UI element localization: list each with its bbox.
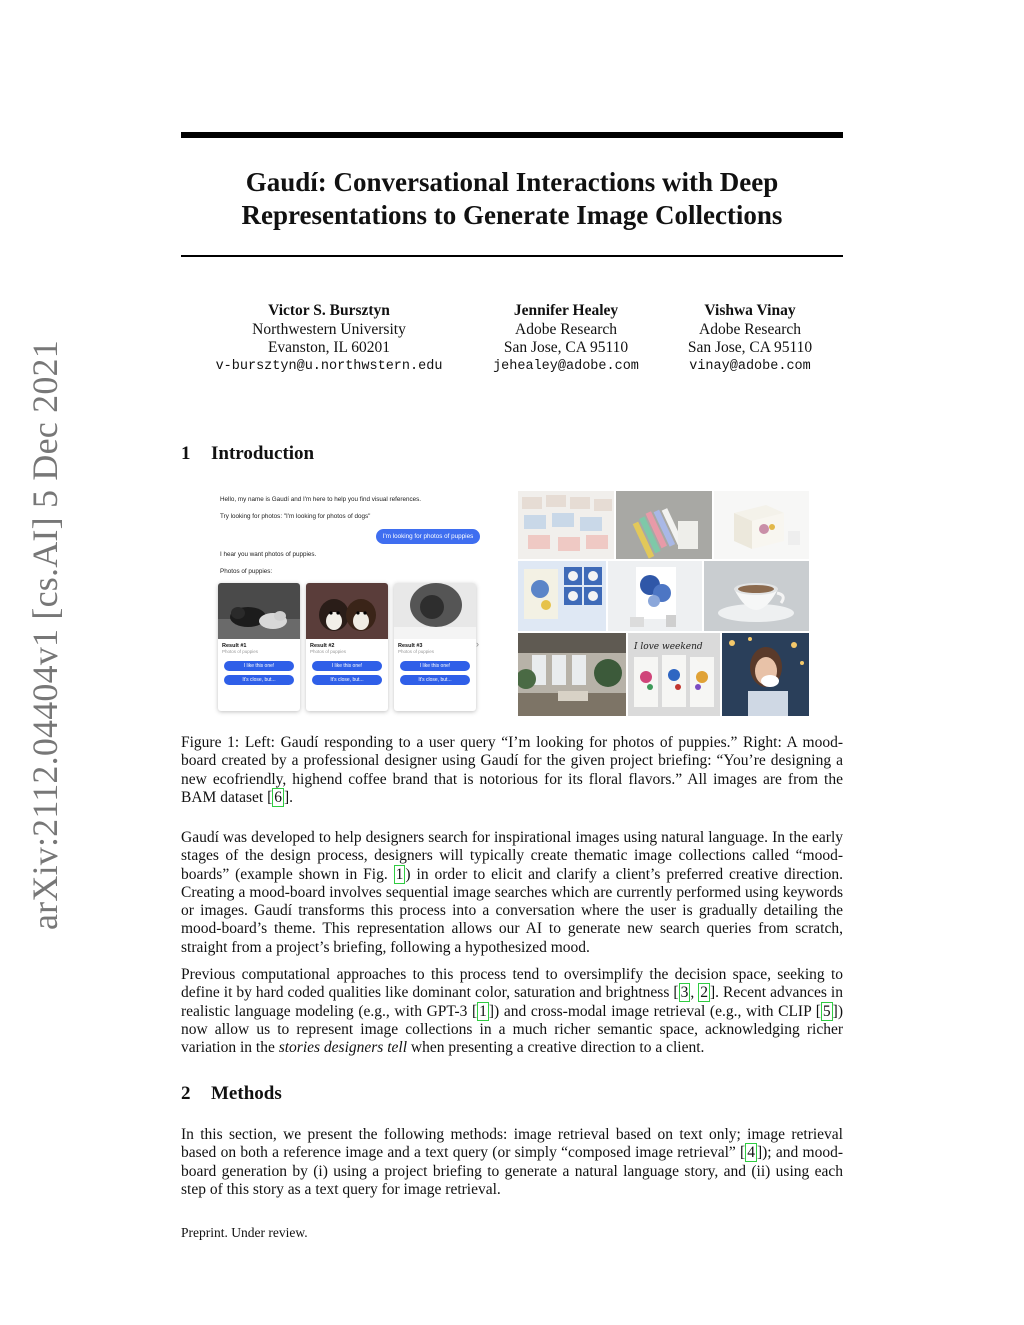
paragraph-text: ]) now allow us to represent image collections in a much richer semantic space, acknowledging richer variation in the [181, 1002, 843, 1057]
like-button[interactable]: I like this one! [312, 661, 382, 671]
author-name: Victor S. Bursztyn [268, 302, 390, 319]
citation-link[interactable]: 1 [479, 1002, 487, 1020]
moodboard-image-box [714, 491, 809, 559]
result-card [394, 583, 476, 711]
author-affiliation: Adobe Research [699, 320, 801, 338]
author-affiliation: Adobe Research [515, 320, 617, 338]
moodboard-image-floral-card [608, 561, 702, 631]
result-subtitle: Photos of puppies [222, 649, 259, 654]
moodboard-image-tiles [518, 561, 606, 631]
moodboard-image-pencils [616, 491, 712, 559]
puppy-photo-1[interactable] [218, 583, 300, 639]
author-email[interactable]: v-bursztyn@u.northwstern.edu [215, 358, 443, 374]
handwriting-text: I love weekend [634, 642, 703, 652]
paragraph-text: , [690, 984, 699, 1002]
bot-message: Hello, my name is Gaudí and I'm here to help you find visual references. [220, 496, 422, 503]
moodboard-image-packaging [518, 491, 614, 559]
figure-mood-board [518, 491, 809, 716]
figure-label: Figure 1: [181, 734, 240, 751]
user-message-bubble: I'm looking for photos of puppies [376, 529, 480, 544]
section-heading-methods [181, 1083, 282, 1105]
author-2 [478, 302, 654, 376]
paragraph-text: Gaudí was developed to help designers search for inspirational images using natural language. In the early stages of the design process, designers will typically create thematic image collections called “mood-boards” (example shown in Fig. [181, 829, 843, 883]
bot-message: I hear you want photos of puppies. [220, 551, 317, 558]
figure-chat-interface [212, 488, 484, 716]
title-line-2: Representations to Generate Image Collections [241, 200, 783, 230]
result-title: Result #3 [398, 643, 423, 649]
moodboard-image-portrait [722, 633, 809, 716]
paragraph-text: Previous computational approaches to this process tend to oversimplify the decision space, seeking to define it by hard coded qualities like dominant color, saturation and brightness [ [181, 966, 843, 1002]
citation-link[interactable]: 5 [822, 1002, 831, 1020]
author-location: San Jose, CA 95110 [687, 339, 813, 356]
close-but-button[interactable]: It's close, but... [224, 675, 294, 685]
author-3 [670, 302, 830, 376]
caption-text: Left: Gaudí responding to a user query “I’m looking for photos of puppies.” Right: A mood-board created by a professional designer using Gaudí for the given project briefing: “You’re designing a new ecofriendly, highend coffee brand that is notorious for its floral flavors.” All images are from the BAM dataset [ [181, 734, 843, 806]
result-card [218, 583, 300, 711]
author-1 [200, 302, 458, 376]
like-button[interactable]: I like this one! [224, 661, 294, 671]
arxiv-identifier: arXiv:2112.04404v1 [cs.AI] 5 Dec 2021 [25, 340, 65, 930]
section-heading-introduction [181, 443, 314, 465]
preprint-footer: Preprint. Under review. [181, 1225, 308, 1240]
title-line-1: Gaudí: Conversational Interactions with Deep [245, 167, 779, 197]
result-subtitle: Photos of puppies [398, 649, 435, 654]
intro-paragraph-2 [181, 966, 843, 1057]
citation-link[interactable]: 2 [700, 984, 708, 1002]
paragraph-text: In this section, we present the following methods: image retrieval based on text only; image retrieval based on both a reference image and a text query (or simply “composed image retrieval” [ [181, 1126, 843, 1162]
methods-paragraph [181, 1126, 843, 1199]
moodboard-image-coffee-bags [628, 633, 720, 716]
citation-link[interactable]: 4 [747, 1144, 755, 1162]
paragraph-text: ]); and mood-board generation by (i) using a project briefing to generate a natural language story, and (ii) using each step of this story as a text query for image retrieval. [181, 1144, 843, 1198]
result-card [306, 583, 388, 711]
section-number: 2 [181, 1083, 191, 1104]
caption-text: ]. [284, 788, 294, 806]
author-affiliation: Northwestern University [252, 320, 406, 338]
paper-title [181, 166, 843, 232]
author-name: Vishwa Vinay [704, 302, 796, 319]
citation-link[interactable]: 3 [680, 984, 689, 1002]
author-name: Jennifer Healey [513, 302, 619, 319]
moodboard-image-interior [518, 633, 626, 716]
puppy-photo-2[interactable] [306, 583, 388, 639]
intro-paragraph-1 [181, 829, 843, 957]
author-email[interactable]: jehealey@adobe.com [493, 358, 639, 374]
paragraph-text: ]. Recent advances in realistic language modeling (e.g., with GPT-3 [ [181, 984, 843, 1020]
author-email[interactable]: vinay@adobe.com [689, 358, 811, 374]
figure-caption [181, 734, 843, 807]
author-location: San Jose, CA 95110 [503, 339, 629, 356]
like-button[interactable]: I like this one! [400, 661, 470, 671]
puppy-photo-3[interactable] [394, 583, 476, 639]
section-title: Introduction [211, 443, 315, 464]
result-title: Result #1 [222, 643, 247, 649]
close-but-button[interactable]: It's close, but... [312, 675, 382, 685]
emphasized-text: stories designers tell [278, 1039, 408, 1057]
bot-message: Photos of puppies: [220, 568, 273, 575]
close-but-button[interactable]: It's close, but... [400, 675, 470, 685]
figure-reference-link[interactable]: 1 [395, 865, 404, 883]
chevron-right-icon[interactable]: › [476, 639, 479, 649]
paragraph-text: when presenting a creative direction to a client. [407, 1039, 705, 1057]
result-title: Result #2 [310, 643, 335, 649]
title-rule-top [181, 132, 843, 138]
citation-link[interactable]: 6 [274, 788, 283, 806]
paragraph-text: ]) and cross-modal image retrieval (e.g., with CLIP [ [488, 1002, 821, 1020]
section-number: 1 [181, 443, 191, 464]
author-location: Evanston, IL 60201 [267, 339, 391, 356]
moodboard-image-coffee-cup [704, 561, 809, 631]
bot-message: Try looking for photos: "I'm looking for photos of dogs" [220, 513, 371, 520]
result-subtitle: Photos of puppies [310, 649, 347, 654]
section-title: Methods [211, 1083, 282, 1104]
paragraph-text: ) in order to elicit and clarify a client’s preferred creative direction. Creating a mood-board involves sequential image searches which are currently performed using keywords or images. Gaudí transforms this process into a conversation where the user is gradually detailing the mood-board’s theme. This representation allows our AI to generate new search queries from scratch, straight from a project’s briefing, following a hypothesized mood. [181, 865, 844, 956]
title-rule-bottom [181, 255, 843, 257]
